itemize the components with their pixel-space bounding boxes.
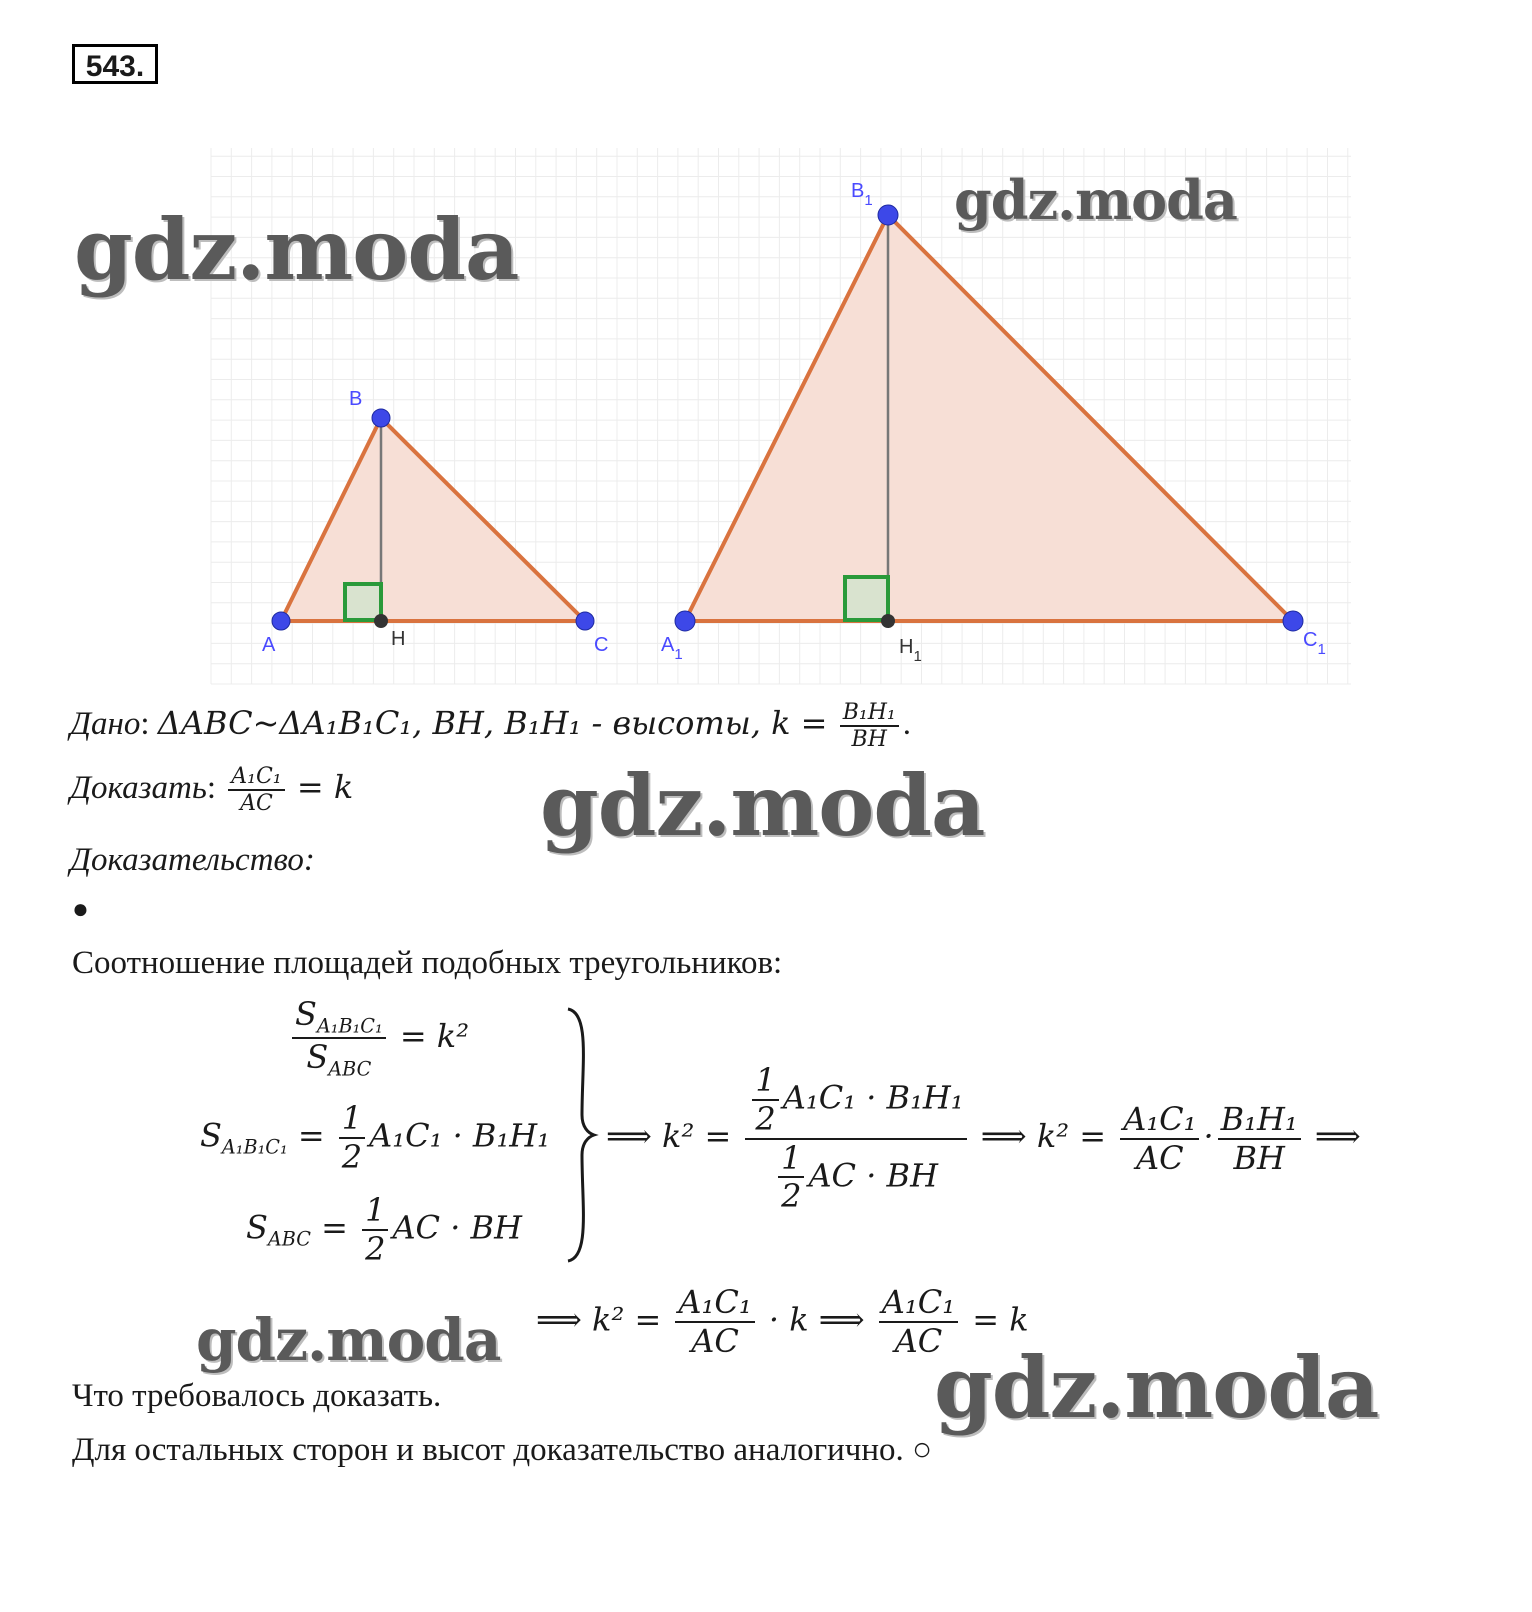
label-c: C [594,634,609,656]
eq1-rhs: = k² [399,1016,470,1055]
watermark: gdz.moda [540,756,985,855]
ratio-a1c1-ac: $\frac{\text{A₁C₁}}{AC}$ [1120,1101,1199,1177]
prove-fraction-den: AC [240,791,273,817]
vertex-c1 [1283,611,1303,631]
system-eq3: $S_{ABC}$ = $\frac{1}{2}$ AC · BH [246,1191,522,1268]
geometry-figure [0,0,1532,700]
given-end: . [902,705,911,742]
problem-number: 543. [72,44,158,84]
proof-label: Доказательство: [70,842,315,878]
label-h: H [391,628,406,650]
k-fraction [840,700,899,753]
area-ratio-text: Соотношение площадей подобных треугольников: [72,945,783,981]
qed-text: Что требовалось доказать. [72,1378,442,1414]
foot-h1 [881,614,895,628]
system-eq1 [288,996,469,1081]
prove-label: Доказать [70,769,207,806]
label-a: A [262,634,276,656]
label-h1: $H_1$ [899,636,922,665]
vertex-b [372,409,390,427]
vertex-a [272,612,290,630]
system-eq2: $S_{A_1B_1C_1}$ = $\frac{1}{2}$ A₁C₁ · B₁H₁ [200,1099,550,1176]
vertex-a1 [675,611,695,631]
triangle-abc [281,418,585,621]
end-mark: ○ [912,1432,932,1468]
k-fraction-num: B₁H₁ [840,700,899,727]
label-b1: $B_1$ [851,180,873,209]
vertex-b1 [878,205,898,225]
half-fraction: $\frac{1}{2}$ [339,1100,365,1176]
half-fraction-2: $\frac{1}{2}$ [362,1192,388,1268]
watermark: gdz.moda [954,168,1237,232]
prove-line: Доказать: $\frac{\text{A₁C₁}}{AC}$ = k [70,764,354,817]
prove-rhs: = k [296,767,354,806]
triangle-a1b1c1 [685,215,1293,621]
ratio-a1c1-ac-2: $\frac{\text{A₁C₁}}{AC}$ [675,1284,754,1360]
prove-fraction [228,764,284,817]
label-a1: $A_1$ [661,634,683,663]
watermark: gdz.moda [74,200,519,299]
other-sides-text: Для остальных сторон и высот доказательство аналогично. ○ [72,1432,932,1468]
ratio-a1c1-ac-3: $\frac{\text{A₁C₁}}{AC}$ [879,1284,958,1360]
area-ratio-fraction: $\frac{S_{A_1B_1C_1}}{S_{ABC}}$ [292,996,386,1081]
big-fraction: $\frac{1}{2}$ A₁C₁ · B₁H₁ $\frac{1}{2}$ AC · BH [745,1062,966,1215]
system-brace [560,1005,600,1265]
watermark: gdz.moda [196,1306,501,1374]
prove-fraction-num: A₁C₁ [228,764,284,791]
given-label: Дано [70,705,141,742]
ratio-b1h1-bh: $\frac{\text{B₁H₁}}{BH}$ [1218,1101,1301,1177]
vertex-c [576,612,594,630]
watermark: gdz.moda [934,1338,1379,1437]
implication-chain-2: ⟹ k² = $\frac{\text{A₁C₁}}{AC}$ · k ⟹ $\frac{\text{A₁C₁}}{AC}$ = k [536,1283,1029,1360]
k-fraction-den: BH [851,727,887,753]
given-expr: ΔABC~ΔA₁B₁C₁, BH, B₁H₁ - высоты, k = [157,703,828,742]
label-c1: $C_1$ [1303,629,1326,658]
right-angle-mark-h1 [845,577,888,620]
label-b: B [349,388,363,410]
given-line: Дано: ΔABC~ΔA₁B₁C₁, BH, B₁H₁ - высоты, k = $\frac{\text{B₁H₁}}{BH}$ . [70,700,911,753]
right-angle-mark-h [345,584,381,620]
bullet: ● [72,894,89,925]
foot-h [374,614,388,628]
implication-chain-1: ⟹ k² = $\frac{1}{2}$ A₁C₁ · B₁H₁ $\frac{1}{2}$ AC · BH ⟹ k² = $\frac{\text{A₁C₁}}{AC}$ · $\frac{\text{B₁H₁}}{BH}$ ⟹ [606,1061,1361,1216]
